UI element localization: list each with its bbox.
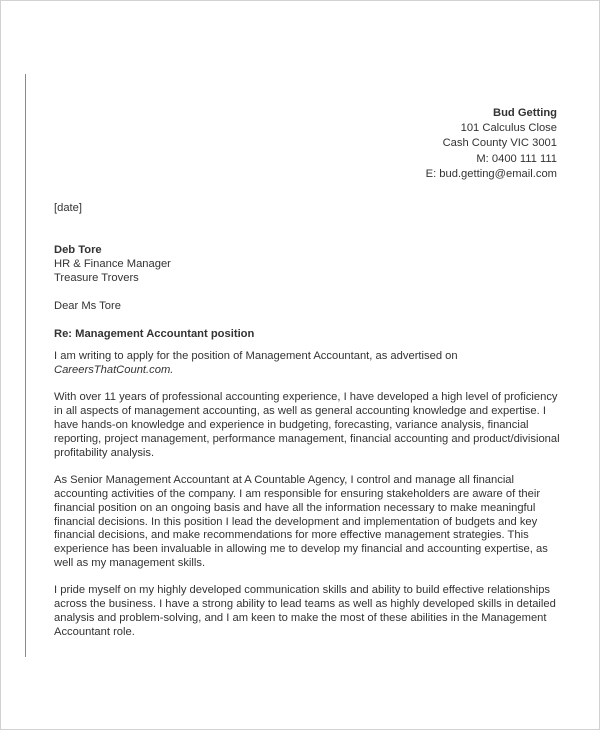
intro-text: I am writing to apply for the position of Management Accountant, as advertised on [54, 350, 458, 363]
recipient-company: Treasure Trovers [54, 271, 139, 284]
salutation: Dear Ms Tore [54, 299, 121, 312]
recipient-title: HR & Finance Manager [54, 257, 171, 270]
margin-rule-divider [25, 74, 26, 657]
recipient-block [54, 244, 564, 286]
current-role-paragraph: As Senior Management Accountant at A Countable Agency, I control and manage all financial accounting activities of the company. I am responsible for ensuring stakeholders are aware of their financial position on an ongoing basis and have all the information necessary to make meaningful financial decisions. In this position I lead the development and implementation of budgets and key financial decisions, and make recommendations for more effective management strategies. This experience has been invaluable in allowing me to develop my financial and accounting expertise, as well as my management skills. [54, 473, 548, 570]
sender-mobile: M: 0400 111 111 [476, 152, 557, 165]
recipient-name: Deb Tore [54, 243, 102, 256]
letter-date: [date] [54, 202, 82, 214]
sender-address-block [426, 106, 557, 182]
letter-body [54, 202, 564, 653]
skills-paragraph: I pride myself on my highly developed communication skills and ability to build effective relationships across the business. I have a strong ability to lead teams as well as highly developed skills in detailed analysis and problem-solving, and I am keen to make the most of these abilities in the Management Accountant role. [54, 584, 556, 638]
sender-email: E: bud.getting@email.com [425, 167, 557, 180]
sender-address-line1: 101 Calculus Close [460, 122, 557, 135]
sender-address-line2: Cash County VIC 3001 [442, 137, 557, 150]
intro-paragraph [54, 350, 564, 378]
sender-name: Bud Getting [492, 107, 557, 119]
experience-paragraph: With over 11 years of professional accounting experience, I have developed a high level of proficiency in all aspects of management accounting, as well as general accounting knowledge and expertise. I have hands-on knowledge and experience in budgeting, forecasting, variance analysis, financial reporting, project management, performance management, financial accounting and product/divisional profitability analysis. [54, 391, 560, 459]
job-site-name: CareersThatCount.com. [54, 364, 174, 377]
subject-line: Re: Management Accountant position [54, 327, 255, 340]
